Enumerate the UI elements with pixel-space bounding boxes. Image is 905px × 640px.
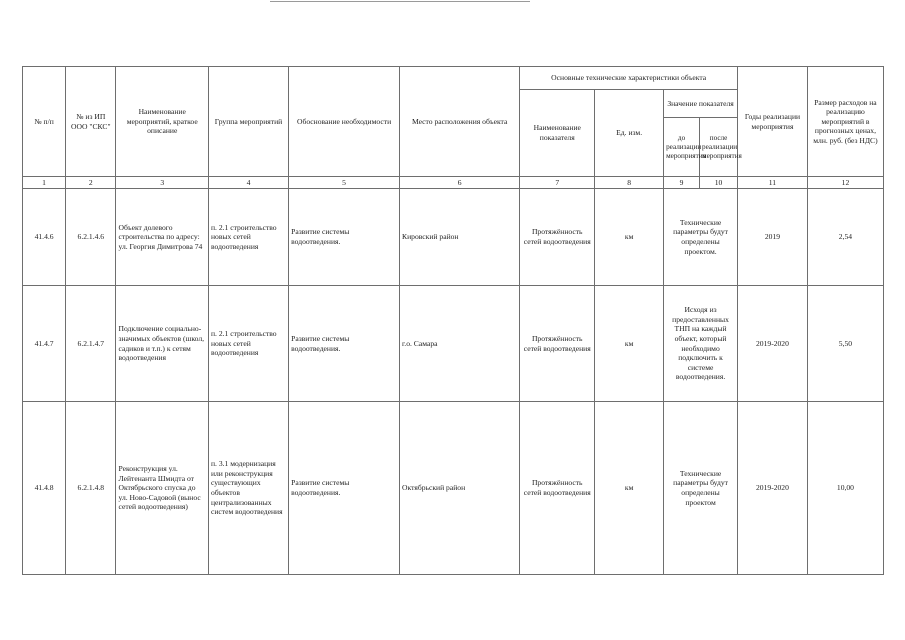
cell-num: 41.4.6 [23, 189, 66, 286]
header-before: до реализации мероприятия [664, 118, 700, 177]
cell-value: Технические параметры будут определены проектом. [664, 189, 738, 286]
cell-cost: 2,54 [807, 189, 883, 286]
cell-value: Технические параметры будут определены проектом [664, 402, 738, 575]
cell-place: Кировский район [400, 189, 520, 286]
table-row [23, 189, 884, 286]
column-number: 7 [520, 177, 595, 189]
cell-reason: Развитие системы водоотведения. [289, 189, 400, 286]
column-number: 5 [289, 177, 400, 189]
column-number: 3 [116, 177, 208, 189]
header-unit: Ед. изм. [595, 90, 664, 177]
cell-cost: 5,50 [807, 286, 883, 402]
header-row-1 [23, 67, 884, 90]
header-place: Место расположения объекта [400, 67, 520, 177]
table-row [23, 286, 884, 402]
header-indicator: Наименование показателя [520, 90, 595, 177]
header-num: № п/п [23, 67, 66, 177]
cell-name: Объект долевого строительства по адресу: ул. Георгия Димитрова 74 [116, 189, 208, 286]
header-value: Значение показателя [664, 90, 738, 118]
column-number: 1 [23, 177, 66, 189]
column-number: 11 [738, 177, 808, 189]
cell-group: п. 2.1 строительство новых сетей водоотведения [208, 286, 288, 402]
cell-cost: 10,00 [807, 402, 883, 575]
cell-group: п. 3.1 модернизация или реконструкция существующих объектов централизованных систем водоотведения [208, 402, 288, 575]
cell-years: 2019 [738, 189, 808, 286]
header-name: Наименование мероприятий, краткое описание [116, 67, 208, 177]
cell-place: г.о. Самара [400, 286, 520, 402]
cell-group: п. 2.1 строительство новых сетей водоотведения [208, 189, 288, 286]
cell-unit: км [595, 189, 664, 286]
cell-indicator: Протяжённость сетей водоотведения [520, 286, 595, 402]
cell-value: Исходя из предоставленных ТНП на каждый объект, который необходимо подключить к системе водоотведения. [664, 286, 738, 402]
header-group: Группа мероприятий [208, 67, 288, 177]
column-number: 10 [700, 177, 738, 189]
cell-num: 41.4.8 [23, 402, 66, 575]
column-number: 8 [595, 177, 664, 189]
header-cost: Размер расходов на реализацию мероприятий в прогнозных ценах, млн. руб. (без НДС) [807, 67, 883, 177]
column-number: 6 [400, 177, 520, 189]
header-years: Годы реализации мероприятия [738, 67, 808, 177]
table-row [23, 402, 884, 575]
cell-ip: 6.2.1.4.6 [66, 189, 116, 286]
top-rule [270, 1, 530, 2]
cell-name: Подключение социально-значимых объектов (школ, садиков и т.п.) к сетям водоотведения [116, 286, 208, 402]
header-ip: № из ИП ООО "СКС" [66, 67, 116, 177]
column-number: 12 [807, 177, 883, 189]
column-number: 4 [208, 177, 288, 189]
cell-reason: Развитие системы водоотведения. [289, 402, 400, 575]
column-number-row [23, 177, 884, 189]
cell-num: 41.4.7 [23, 286, 66, 402]
header-tech-chars: Основные технические характеристики объекта [520, 67, 738, 90]
cell-name: Реконструкция ул. Лейтенанта Шмидта от Октябрьского спуска до ул. Ново-Садовой (вынос сетей водоотведения) [116, 402, 208, 575]
investment-program-table [22, 66, 884, 575]
header-after: после реализации мероприятия [700, 118, 738, 177]
cell-place: Октябрьский район [400, 402, 520, 575]
header-reason: Обоснование необходимости [289, 67, 400, 177]
cell-years: 2019-2020 [738, 402, 808, 575]
column-number: 9 [664, 177, 700, 189]
cell-indicator: Протяжённость сетей водоотведения [520, 189, 595, 286]
column-number: 2 [66, 177, 116, 189]
cell-unit: км [595, 286, 664, 402]
cell-years: 2019-2020 [738, 286, 808, 402]
cell-reason: Развитие системы водоотведения. [289, 286, 400, 402]
cell-ip: 6.2.1.4.8 [66, 402, 116, 575]
cell-unit: км [595, 402, 664, 575]
cell-indicator: Протяжённость сетей водоотведения [520, 402, 595, 575]
cell-ip: 6.2.1.4.7 [66, 286, 116, 402]
